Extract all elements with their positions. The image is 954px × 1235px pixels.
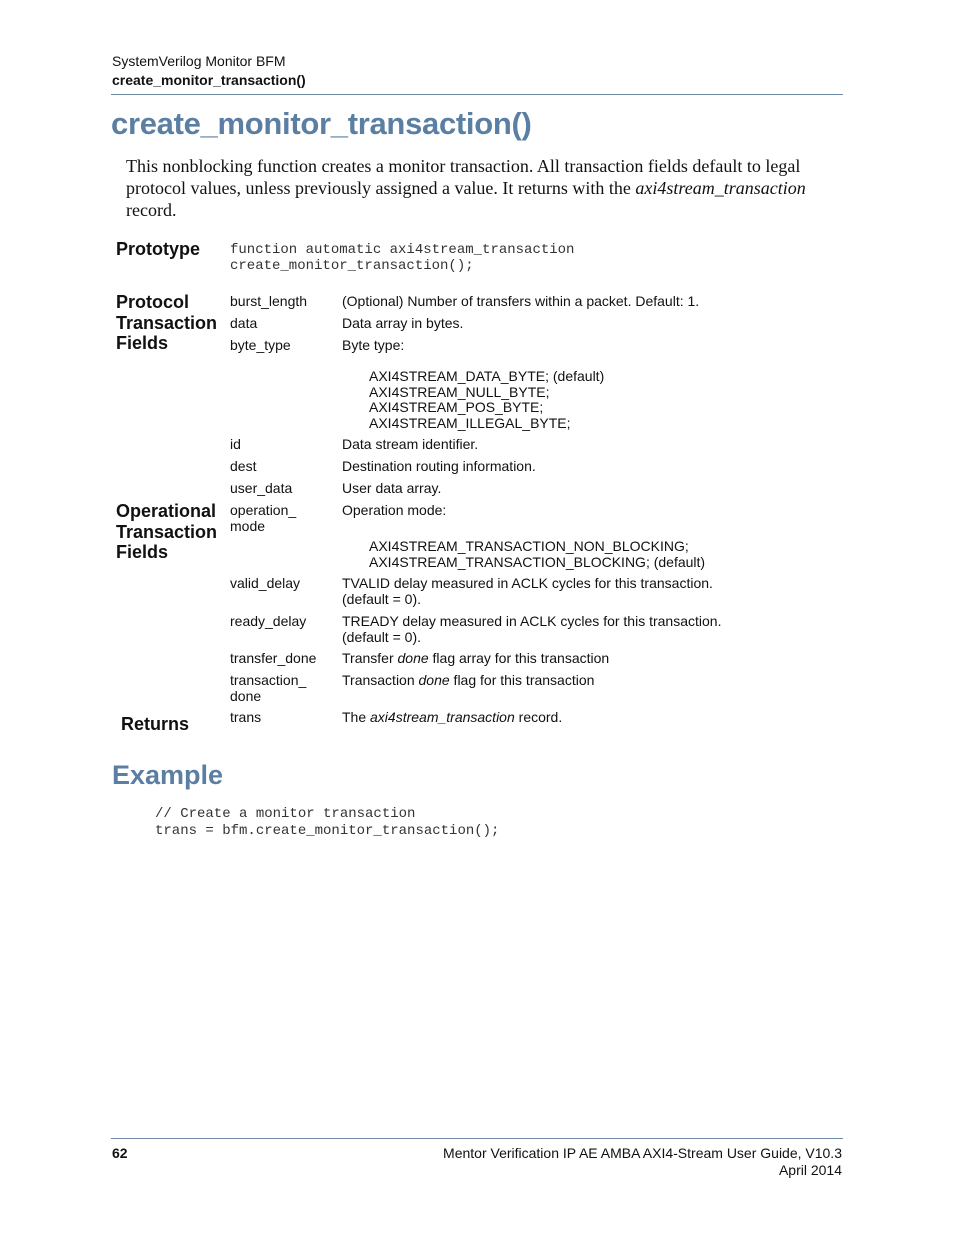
- operational-label-line: Operational: [116, 501, 217, 521]
- protocol-label-line: Transaction: [116, 312, 218, 333]
- intro-paragraph: [126, 155, 838, 221]
- field-name-byte-type: byte_type: [230, 337, 291, 353]
- field-name-dest: dest: [230, 458, 257, 474]
- code-line: // Create a monitor transaction: [155, 806, 416, 822]
- operational-label-line: Transaction: [116, 521, 218, 542]
- page-title: create_monitor_transaction(): [111, 106, 532, 141]
- desc-line: (default = 0).: [342, 590, 421, 607]
- desc-line: TREADY delay measured in ACLK cycles for this transaction.: [342, 613, 722, 629]
- field-desc-byte-type: Byte type:: [342, 337, 405, 353]
- operation-mode-values: [369, 539, 705, 570]
- code-line: trans = bfm.create_monitor_transaction();: [155, 823, 500, 839]
- field-name-line: operation_: [230, 502, 297, 518]
- field-name-trans: trans: [230, 709, 262, 725]
- running-header-section: SystemVerilog Monitor BFM: [112, 53, 286, 69]
- field-name-data: data: [230, 315, 258, 331]
- prototype-line-1: function automatic axi4stream_transaction: [230, 242, 575, 258]
- enum-value: AXI4STREAM_POS_BYTE;: [369, 399, 544, 415]
- footer-guide-title: Mentor Verification IP AE AMBA AXI4-Stream User Guide, V10.3: [443, 1145, 842, 1161]
- enum-value: AXI4STREAM_TRANSACTION_NON_BLOCKING;: [369, 538, 689, 554]
- field-name-id: id: [230, 436, 241, 452]
- example-heading: Example: [112, 760, 224, 790]
- desc-line: TVALID delay measured in ACLK cycles for this transaction.: [342, 575, 713, 591]
- example-code-block: [155, 806, 499, 840]
- prototype-label: Prototype: [116, 239, 201, 259]
- enum-value: AXI4STREAM_TRANSACTION_BLOCKING; (default): [369, 553, 706, 570]
- field-name-transaction-done: [230, 673, 306, 704]
- running-header-topic: create_monitor_transaction(): [112, 72, 306, 88]
- desc-text: flag for this transaction: [449, 672, 595, 688]
- field-name-user-data: user_data: [230, 480, 293, 496]
- prototype-line-2: create_monitor_transaction();: [230, 258, 474, 274]
- footer-rule: [111, 1138, 843, 1139]
- field-name-valid-delay: valid_delay: [230, 575, 301, 591]
- returns-label: Returns: [121, 714, 190, 734]
- field-desc-data: Data array in bytes.: [342, 315, 464, 331]
- enum-value: AXI4STREAM_DATA_BYTE; (default): [369, 368, 605, 384]
- field-name-operation-mode: [230, 503, 296, 534]
- byte-type-values: [369, 369, 604, 431]
- desc-text: Transfer: [342, 650, 398, 666]
- desc-text: flag array for this transaction: [428, 650, 610, 666]
- field-desc-dest: Destination routing information.: [342, 458, 536, 474]
- field-name-line: mode: [230, 517, 266, 534]
- page-number: 62: [112, 1145, 128, 1161]
- operational-fields-label: [116, 501, 217, 563]
- field-desc-transaction-done: [342, 673, 594, 689]
- enum-value: AXI4STREAM_ILLEGAL_BYTE;: [369, 414, 571, 431]
- protocol-fields-label: [116, 292, 217, 354]
- field-name-line: done: [230, 687, 262, 704]
- enum-value: AXI4STREAM_NULL_BYTE;: [369, 383, 550, 400]
- field-name-line: transaction_: [230, 672, 307, 688]
- desc-italic: done: [418, 672, 450, 688]
- field-desc-user-data: User data array.: [342, 480, 442, 496]
- field-desc-id: Data stream identifier.: [342, 436, 479, 452]
- header-rule: [111, 94, 843, 95]
- desc-text: Transaction: [342, 672, 419, 688]
- desc-text: The: [342, 709, 371, 725]
- footer-info: [443, 1145, 842, 1179]
- desc-line: (default = 0).: [342, 628, 421, 645]
- protocol-label-line: Fields: [116, 333, 169, 353]
- operational-label-line: Fields: [116, 542, 169, 562]
- field-name-ready-delay: ready_delay: [230, 613, 307, 629]
- field-name-transfer-done: transfer_done: [230, 650, 317, 666]
- field-desc-trans: [342, 710, 562, 726]
- field-desc-burst-length: (Optional) Number of transfers within a packet. Default: 1.: [342, 293, 700, 309]
- intro-text-2: record.: [126, 200, 177, 220]
- footer-date: April 2014: [778, 1162, 842, 1178]
- desc-italic: axi4stream_transaction: [370, 709, 515, 725]
- field-desc-valid-delay: [342, 576, 713, 607]
- intro-italic-term: axi4stream_transaction: [635, 178, 806, 198]
- field-name-burst-length: burst_length: [230, 293, 308, 309]
- desc-text: record.: [514, 709, 563, 725]
- intro-text-1: This nonblocking function creates a monitor transaction. All transaction fields default to legal protocol values, unless previously assigned a value. It returns with the: [126, 156, 801, 198]
- field-desc-transfer-done: [342, 651, 609, 667]
- desc-italic: done: [397, 650, 429, 666]
- field-desc-operation-mode: Operation mode:: [342, 502, 447, 518]
- field-desc-ready-delay: [342, 614, 721, 645]
- protocol-label-line: Protocol: [116, 292, 190, 312]
